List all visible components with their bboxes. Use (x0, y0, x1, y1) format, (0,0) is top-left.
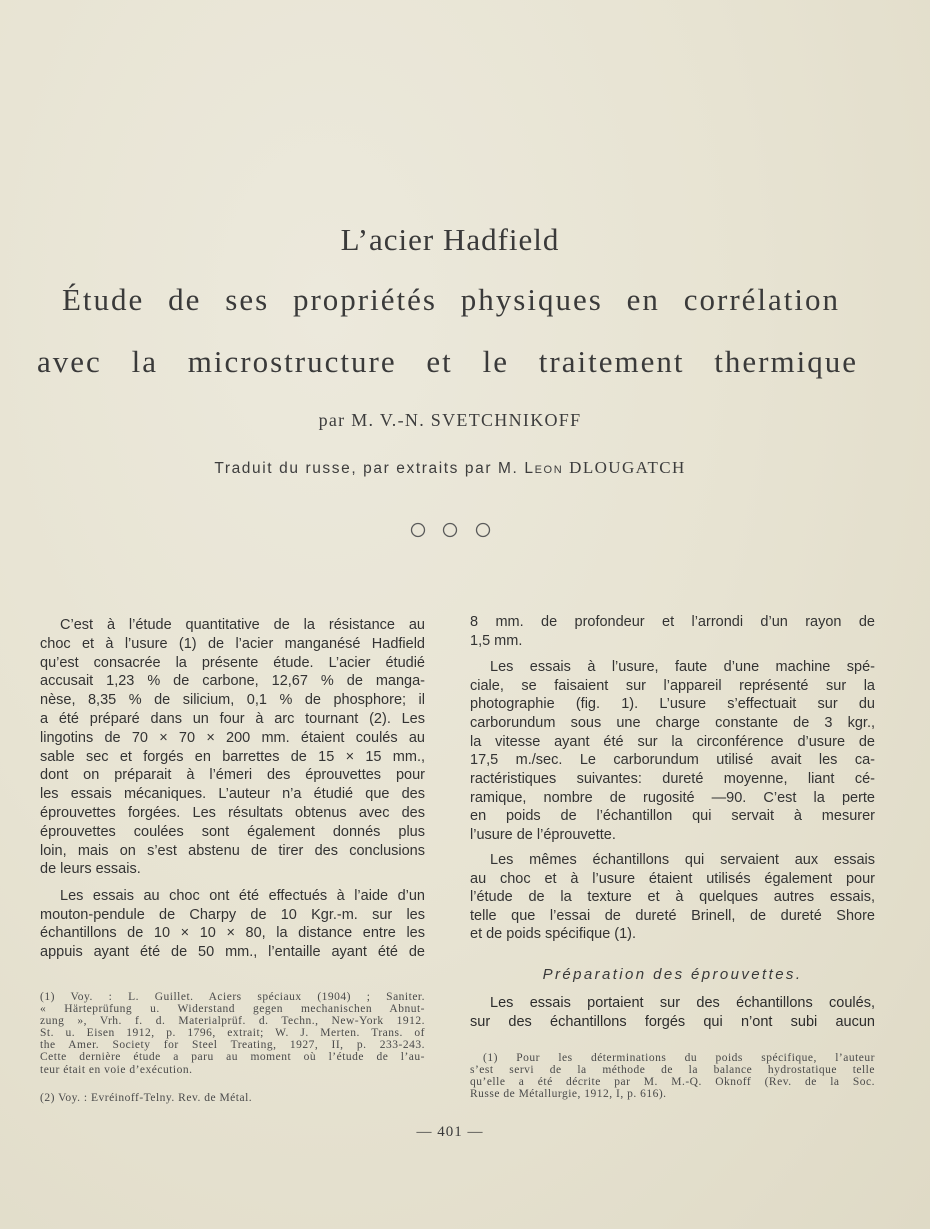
text-line: lingotins de 70 × 70 × 200 mm. étaient coulés au (40, 729, 425, 746)
footnote-line: the Amer. Society for Steel Treating, 1927, II, p. 233-243. (40, 1039, 425, 1052)
right-paragraph-1 (470, 613, 875, 651)
text-line: dont on préparait à l’émeri des éprouvettes pour (40, 767, 425, 784)
article-subtitle-line: Étude de ses propriétés physiques en corrélation (62, 282, 840, 317)
text-line: C’est à l’étude quantitative de la résistance au (60, 617, 425, 633)
text-line: loin, mais on s’est abstenu de tirer des conclusions (40, 842, 425, 859)
text-line: qu’est consacrée la présente étude. L’acier étudié (40, 654, 425, 671)
text-line: et de poids spécifique (1). (470, 926, 637, 942)
left-paragraph-2 (40, 887, 425, 962)
text-line: 1,5 mm. (470, 633, 523, 649)
text-line: photographie (fig. 1). L’usure s’effectuait sur du (470, 696, 875, 713)
text-line: la vitesse ayant été sur la circonférence d’usure de (470, 733, 875, 750)
text-line: telle que l’essai de dureté Brinell, de dureté Shore (470, 907, 875, 924)
text-line: l’usure de l’éprouvette. (470, 827, 616, 844)
text-line: sur des échantillons forgés qui n’ont subi aucun (470, 1014, 875, 1030)
circles-ornament (405, 520, 495, 540)
text-line: au choc et à l’usure étaient utilisés également pour (470, 870, 875, 887)
ornament-circle (477, 524, 490, 537)
section-heading: Préparation des éprouvettes. (542, 966, 803, 983)
text-line: éprouvettes coulées sont également donnés plus (40, 823, 425, 840)
footnote-line: zung », Vrh. f. d. Materialprüf. d. Techn., New-York 1912. (40, 1015, 425, 1028)
article-subtitle-line: avec la microstructure et le traitement thermique (37, 344, 858, 379)
text-line: a été préparé dans un four à arc tournant (2). Les (40, 710, 425, 727)
text-line: en poids de l’échantillon qui servait à mesurer (470, 808, 875, 825)
footnote-right-1 (470, 1052, 875, 1100)
text-line: Les essais à l’usure, faute d’une machine spé- (490, 659, 875, 675)
page-number: — 401 — (416, 1124, 484, 1140)
text-line: Les essais au choc ont été effectués à l’aide d’un (60, 888, 425, 904)
text-line: l’étude de la texture et à quelques autres essais, (470, 889, 875, 905)
text-line: échantillons de 10 × 10 × 80, la distance entre les (40, 925, 425, 942)
text-line: mouton-pendule de Charpy de 10 Kgr.-m. sur les (40, 906, 425, 923)
text-line: nèse, 8,35 % de silicium, 0,1 % de phosphore; il (40, 692, 425, 709)
right-paragraph-3 (470, 851, 875, 944)
right-paragraph-4 (470, 994, 875, 1032)
article-title: L’acier Hadfield (340, 222, 560, 257)
ornament-circle (444, 524, 457, 537)
text-line: éprouvettes forgées. Les résultats obtenus avec des (40, 804, 425, 821)
text-line: choc et à l’usure (1) de l’acier manganésé Hadfield (40, 635, 425, 652)
ornament-circle (412, 524, 425, 537)
footnote-line: (2) Voy. : Evréinoff-Telny. Rev. de Métal. (40, 1092, 253, 1104)
text-line: ciale, se faisaient sur l’appareil représenté sur la (470, 677, 875, 694)
left-paragraph-1 (40, 616, 425, 879)
text-line: accusait 1,23 % de carbone, 12,67 % de manga- (40, 673, 425, 690)
text-line: de leurs essais. (40, 861, 141, 878)
right-paragraph-2 (470, 658, 875, 845)
translator-credit (0, 457, 900, 480)
footnote-line: teur était en voie d’exécution. (40, 1063, 193, 1076)
text-line: ractéristiques suivantes: dureté moyenne, liant cé- (470, 771, 875, 788)
footnote-line: (1) Pour les déterminations du poids spécifique, l’auteur (483, 1052, 875, 1064)
text-line: 8 mm. de profondeur et l’arrondi d’un rayon de (470, 614, 875, 630)
text-line: Les essais portaient sur des échantillons coulés, (490, 995, 875, 1011)
text-line: ramique, nombre de rugosité —90. C’est la perte (470, 789, 875, 806)
footnote-line: s’est servi de la méthode de la balance hydrostatique telle (470, 1064, 875, 1076)
text-line: appuis ayant été de 50 mm., l’entaille ayant été de (40, 944, 425, 961)
footnote-line: (1) Voy. : L. Guillet. Aciers spéciaux (1904) ; Saniter. (40, 991, 425, 1003)
footnote-1 (40, 991, 425, 1076)
text-line: sable sec et forgés en barrettes de 15 × 15 mm., (40, 748, 425, 765)
footnote-line: St. u. Eisen 1912, p. 1796, extrait; W. J. Merten. Trans. of (40, 1027, 425, 1040)
text-line: Les mêmes échantillons qui servaient aux essais (490, 852, 875, 868)
footnote-line: qu’elle a été décrite par M. M.-Q. Oknoff (Rev. de la Soc. (470, 1076, 875, 1088)
footnote-2 (40, 1092, 425, 1104)
translator-first-name: Leon (524, 460, 564, 477)
footnote-line: Cette dernière étude a paru au moment où l’étude de l’au- (40, 1051, 425, 1064)
translator-last-name: DLOUGATCH (569, 458, 686, 477)
footnote-line: « Härteprüfung u. Widerstand gegen mechanischen Abnut- (40, 1003, 425, 1016)
translator-prefix: Traduit du russe, par extraits par M. (214, 460, 519, 477)
author-byline: par M. V.-N. SVETCHNIKOFF (318, 410, 582, 430)
text-line: carborundum sous une charge constante de 3 kgr., (470, 715, 875, 732)
text-line: 17,5 m./sec. Le carborundum utilisé avait les ca- (470, 752, 875, 769)
text-line: les essais mécaniques. L’auteur n’a étudié que des (40, 786, 425, 803)
footnote-line: Russe de Métallurgie, 1912, I, p. 616). (470, 1088, 667, 1100)
